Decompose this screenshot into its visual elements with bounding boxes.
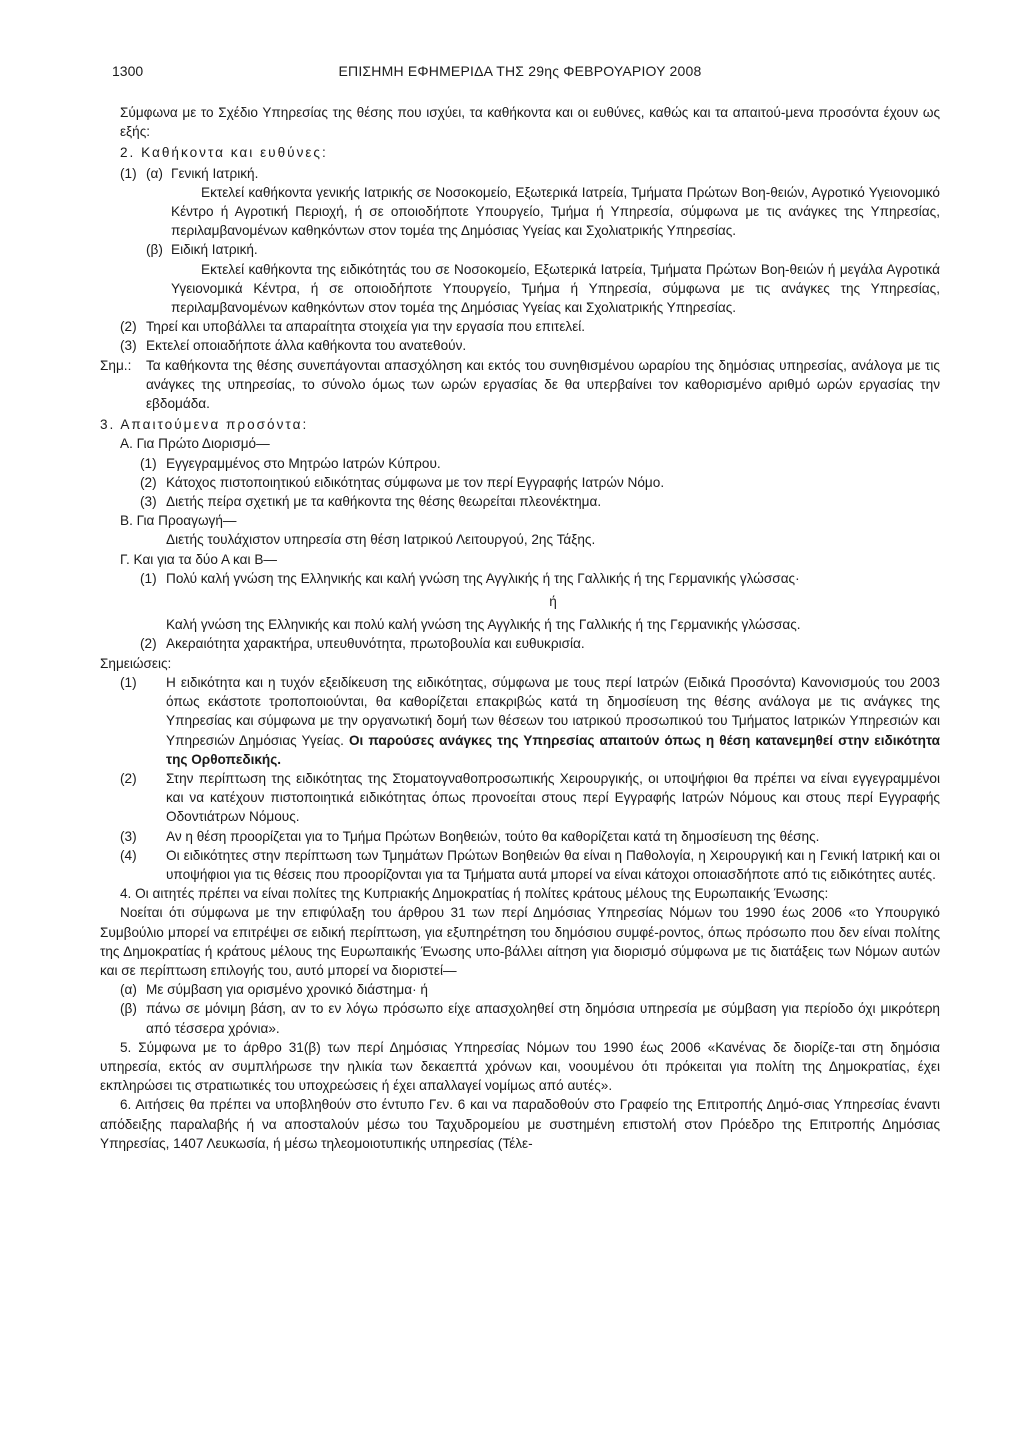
list-item: [100, 454, 940, 473]
section-4-a-text: Με σύμβαση για ορισμένο χρονικό διάστημα· ή: [146, 982, 428, 998]
duty-1-a-heading: [100, 164, 940, 183]
note-4-number: (4): [120, 847, 137, 863]
note-2-number: (2): [120, 770, 137, 786]
qual-a-2-number: (2): [140, 474, 157, 490]
qual-b-text: Διετής τουλάχιστον υπηρεσία στη θέση Ιατρικού Λειτουργού, 2ης Τάξης.: [166, 532, 596, 548]
list-item: [100, 492, 940, 511]
duty-1-number: (1): [120, 165, 137, 181]
note-1: [100, 673, 940, 769]
duty-a-label: (α): [146, 165, 163, 181]
note-2: [100, 769, 940, 827]
document-body: [100, 100, 940, 1153]
note-4: [100, 846, 940, 884]
notes-title: Σημειώσεις:: [100, 655, 172, 671]
page-header: [100, 62, 940, 84]
note-1-content: [166, 673, 940, 769]
qual-c-2-text: Ακεραιότητα χαρακτήρα, υπευθυνότητα, πρωτοβουλία και ευθυκρισία.: [166, 636, 585, 652]
qual-c-title: Γ. Και για τα δύο Α και Β—: [120, 551, 277, 567]
qual-c-1: [100, 569, 940, 588]
qual-a-1-number: (1): [140, 455, 157, 471]
section-2-heading: 2. Καθήκοντα και ευθύνες:: [120, 145, 328, 161]
intro-paragraph: Σύμφωνα με το Σχέδιο Υπηρεσίας της θέσης που ισχύει, τα καθήκοντα και οι ευθύνες, καθώς και τα απαιτού-μενα προσόντα έχουν ως εξής:: [120, 105, 940, 140]
note-1-number: (1): [120, 674, 137, 690]
duty-2: [100, 317, 940, 336]
qual-a-list: [100, 454, 940, 512]
qual-c-2: [100, 634, 940, 653]
section-4-b: [100, 999, 940, 1037]
qual-a-2-text: Κάτοχος πιστοποιητικού ειδικότητας σύμφωνα με τον περί Εγγραφής Ιατρών Νόμο.: [166, 474, 665, 490]
note-1-bold-text: Οι παρούσες ανάγκες της Υπηρεσίας απαιτούν όπως η θέση κατανεμηθεί στην ειδικότητα της Ορθοπεδικής.: [166, 732, 941, 767]
qual-a-3-number: (3): [140, 494, 157, 510]
qual-b-title: Β. Για Προαγωγή—: [120, 513, 237, 529]
section-4-a-number: (α): [120, 982, 137, 998]
duty-a-title: Γενική Ιατρική.: [171, 165, 259, 181]
duty-b-text: Εκτελεί καθήκοντα της ειδικότητάς του σε Νοσοκομείο, Εξωτερικά Ιατρεία, Τμήματα Πρώτων Βοη-θειών ή μεγάλα Αγροτικά Υγειονομικά Κέντρα, ή σε οποιοδήποτε Υπουργείο, Τμήμα ή Υπηρεσία, σύμφωνα με τις ανάγκες της Υπηρεσίας, περιλαμβανομένων καθηκόντων στον τομέα της Δημόσιας Υγείας και Σχολιατρικής Υπηρεσίας.: [171, 261, 940, 316]
duty-b-heading: [100, 240, 940, 259]
qual-a-title: Α. Για Πρώτο Διορισμό—: [120, 436, 270, 452]
section-4-b-number: (β): [120, 1001, 137, 1017]
section-5-text: 5. Σύμφωνα με το άρθρο 31(β) των περί Δημόσιας Υπηρεσίας Νόμων του 1990 έως 2006 «Κανένας δε διορίζε-ται στη δημόσια υπηρεσία, εκτός αν συμπλήρωσε την ηλικία των δεκαεπτά χρόνων και, νοουμένου ότι πρόκειται για πολίτη της Δημοκρατίας, έχει εκπληρώσει τις στρατιωτικές του υποχρεώσεις ή έχει απαλλαγεί νομίμως από αυτές».: [100, 1039, 940, 1094]
qual-c-1-number: (1): [140, 570, 157, 586]
section-3-heading: 3. Απαιτούμενα προσόντα:: [100, 417, 309, 433]
section-4-text: 4. Οι αιτητές πρέπει να είναι πολίτες της Κυπριακής Δημοκρατίας ή πολίτες κράτους μέλους της Ευρωπαικής Ένωσης:: [120, 886, 829, 902]
section-4-a: [100, 980, 940, 999]
qual-c-1-text2: Καλή γνώση της Ελληνικής και πολύ καλή γνώση της Αγγλικής ή της Γαλλικής ή της Γερμανικής γλώσσας.: [166, 617, 801, 633]
duty-2-text: Τηρεί και υποβάλλει τα απαραίτητα στοιχεία για την εργασία που επιτελεί.: [146, 319, 586, 335]
list-item: [100, 473, 940, 492]
duty-3-number: (3): [120, 338, 137, 354]
note-label: Σημ.:: [100, 357, 132, 373]
duty-3-text: Εκτελεί οποιαδήποτε άλλα καθήκοντα του ανατεθούν.: [146, 338, 467, 354]
qual-a-3-text: Διετής πείρα σχετική με τα καθήκοντα της θέσης θεωρείται πλεονέκτημα.: [166, 494, 602, 510]
gazette-title: ΕΠΙΣΗΜΗ ΕΦΗΜΕΡΙΔΑ ΤΗΣ 29ης ΦΕΒΡΟΥΑΡΙΟΥ 2008: [338, 63, 702, 79]
section-6-text: 6. Αιτήσεις θα πρέπει να υποβληθούν στο έντυπο Γεν. 6 και να παραδοθούν στο Γραφείο της Επιτροπής Δημό-σιας Υπηρεσίας έναντι απόδειξης παραλαβής ή να αποσταλούν μέσω του Ταχυδρομείου με συστημένη επιστολή στον Πρόεδρο της Επιτροπής Δημόσιας Υπηρεσίας, 1407 Λευκωσία, ή μέσω τηλεομοιοτυπικής υπηρεσίας (Τέλε-: [100, 1097, 940, 1151]
note-3: [100, 827, 940, 846]
section-4-b-text: πάνω σε μόνιμη βάση, αν το εν λόγω πρόσωπο είχε απασχοληθεί στη δημόσια υπηρεσία με σύμβαση για περίοδο όχι μικρότερη από τέσσερα χρόνια».: [146, 1001, 940, 1036]
duty-b-label: (β): [146, 242, 163, 258]
note-text: Τα καθήκοντα της θέσης συνεπάγονται απασχόληση και εκτός του συνηθισμένου ωραρίου της δημόσιας υπηρεσίας, ανάλογα με τις ανάγκες της υπηρεσίας, το σύνολο όμως των ωρών εργασίας δε θα υπερβαίνει τον καθορισμένο αριθμό ωρών εργασίας την εβδομάδα.: [146, 357, 940, 412]
section-4-proviso: Νοείται ότι σύμφωνα με την επιφύλαξη του άρθρου 31 των περί Δημόσιας Υπηρεσίας Νόμων του 1990 έως 2006 «το Υπουργικό Συμβούλιο μπορεί να επιτρέψει σε ειδική περίπτωση, για εξυπηρέτηση του δημόσιου συμφέ-ροντος, όπως πρόσωπο που δεν είναι πολίτης της Δημοκρατίας ή κράτους μέλους της Ευρωπαικής Ένωσης υπο-βάλλει αίτηση για διορισμό σύμφωνα με τις διατάξεις των Νόμων αυτών και σε περίπτωση επιλογής του, αυτό μπορεί να διοριστεί—: [100, 905, 940, 978]
duty-note: [100, 356, 940, 414]
note-3-text: Αν η θέση προορίζεται για το Τμήμα Πρώτων Βοηθειών, τούτο θα καθορίζεται κατά τη δημοσίευση της θέσης.: [166, 828, 820, 844]
note-3-number: (3): [120, 828, 137, 844]
qual-a-1-text: Εγγεγραμμένος στο Μητρώο Ιατρών Κύπρου.: [166, 455, 441, 471]
note-4-text: Οι ειδικότητες στην περίπτωση των Τμημάτων Πρώτων Βοηθειών θα είναι η Παθολογία, η Χειρουργική και η Γενική Ιατρική και οι υποψήφιοι για τις θέσεις που προορίζονται για τα Τμήματα αυτά μπορεί να είναι κάτοχοι οποιασδήποτε από τις ειδικότητες αυτές.: [166, 847, 940, 882]
duty-3: [100, 336, 940, 355]
duty-b-title: Ειδική Ιατρική.: [171, 242, 258, 258]
duty-a-text: Εκτελεί καθήκοντα γενικής Ιατρικής σε Νοσοκομείο, Εξωτερικά Ιατρεία, Τμήματα Πρώτων Βοη-θειών, Αγροτικό Υγειονομικό Κέντρο ή Αγροτική Περιοχή, ή σε οποιοδήποτε Υπουργείο, Τμήμα ή Υπηρεσία, σύμφωνα με τις ανάγκες της Υπηρεσίας, περιλαμβανομένων καθηκόντων στον τομέα της Δημόσιας Υγείας και Σχολιατρικής Υπηρεσίας.: [171, 184, 940, 239]
page-number: 1300: [112, 63, 144, 79]
qual-c-1-or: ή: [549, 594, 557, 610]
qual-c-1-text: Πολύ καλή γνώση της Ελληνικής και καλή γνώση της Αγγλικής ή της Γαλλικής ή της Γερμανικής γλώσσας·: [166, 570, 800, 586]
note-2-text: Στην περίπτωση της ειδικότητας της Στοματογναθοπροσωπικής Χειρουργικής, οι υποψήφιοι θα πρέπει να είναι εγγεγραμμένοι και να κατέχουν πιστοποιητικά ειδικότητας όπως προνοείται στους περί Εγγραφής Ιατρών Νόμους και στους περί Εγγραφής Οδοντιάτρων Νόμους.: [166, 770, 940, 825]
note-1-text: Η ειδικότητα και η τυχόν εξειδίκευση της ειδικότητας, σύμφωνα με τους περί Ιατρών (Ειδικά Προσόντα) Κανονισμούς του 2003 όπως εκάστοτε τροποποιούνται, θα καθορίζεται επακριβώς κατά τη δημοσίευση της θέσης ανάλογα με τις ανάγκες της Υπηρεσίας και σύμφωνα με την οργανωτική δομή των θέσεων του ιατρικού προσωπικού του Τμήματος Ιατρικών Υπηρεσιών και Υπηρεσιών Δημόσιας Υγείας.: [166, 674, 940, 748]
duty-2-number: (2): [120, 319, 137, 335]
qual-c-2-number: (2): [140, 636, 157, 652]
